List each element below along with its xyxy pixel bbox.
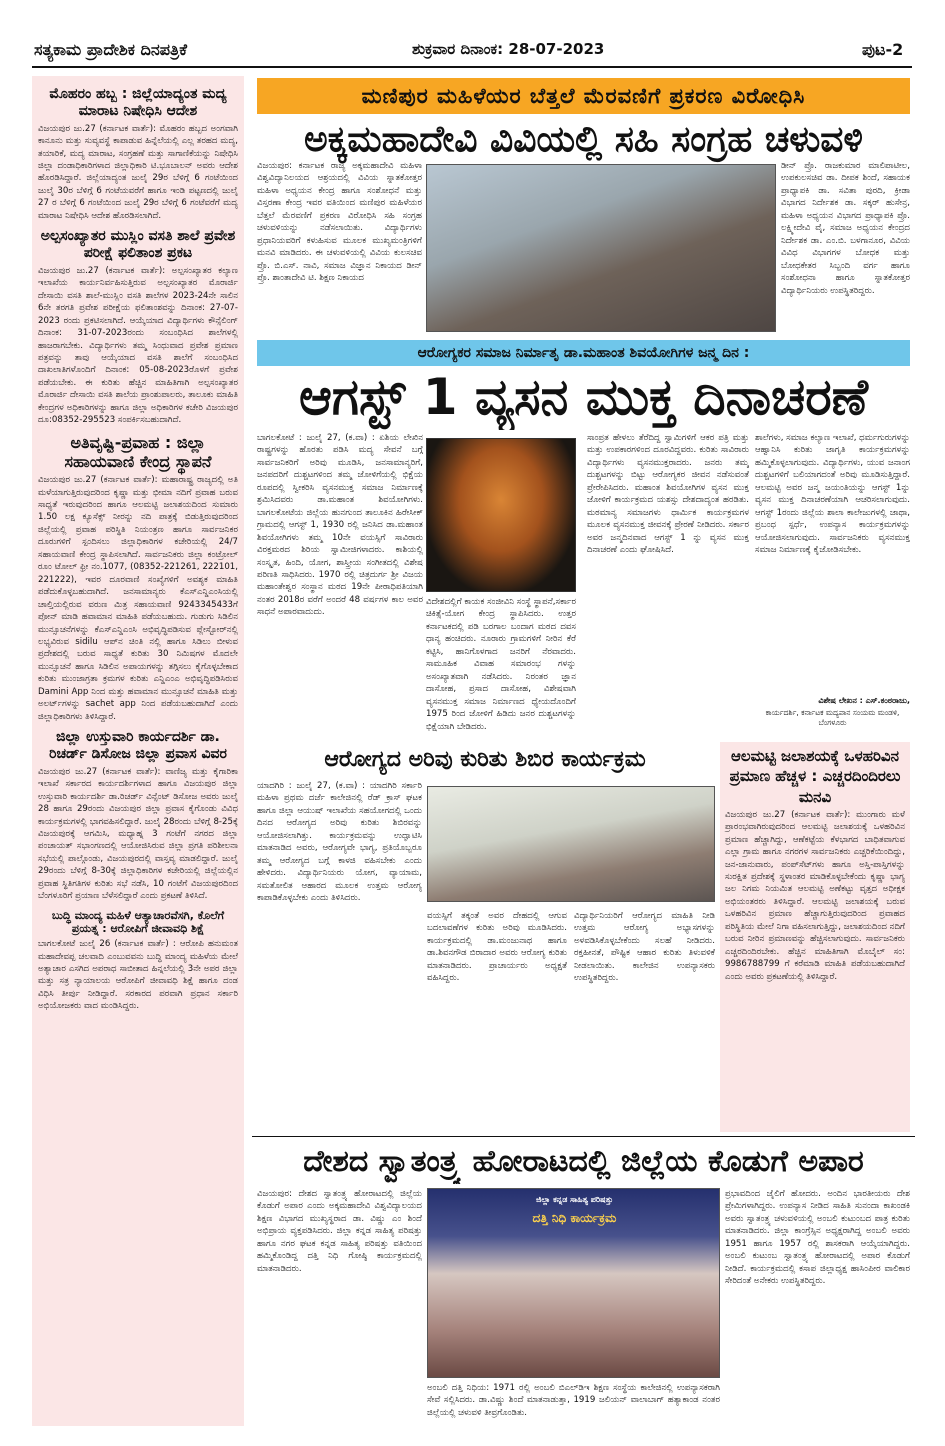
page-number: ಪುಟ-2 — [862, 40, 904, 59]
sidebar-story2-headline: ಅಲ್ಪಸಂಖ್ಯಾತರ ಮುಸ್ಲಿಂ ವಸತಿ ಶಾಲೆ ಪ್ರವೇಶ ಪರೀಕ್ಷೆ ಫಲಿತಾಂಶ ಪ್ರಕಟ — [40, 228, 236, 262]
sidebar-story5-body: ಬಾಗಲಕೋಟೆ ಜುಲೈ 26 (ಕರ್ನಾಟಕ ವಾರ್ತೆ) : ಆರೋಪಿ ಹನುಮಂತ ಮಹಾದೇವಪ್ಪ ಚಲವಾದಿ ಎಂಬುವವನು ಬುದ್ಧಿ ಮಾಂದ್ಯ ಮಹಿಳೆಯ ಮೇಲೆ ಅತ್ಯಾಚಾರ ಎಸಗಿದ ಅಪರಾಧ ಸಾಬೀತಾದ ಹಿನ್ನಲೆಯಲ್ಲಿ 3ನೇ ಅಪರ ಜಿಲ್ಲಾ ಮತ್ತು ಸತ್ರ ನ್ಯಾಯಾಲಯ ಆರೋಪಿಗೆ ಜೀವಾವಧಿ ಶಿಕ್ಷೆ ಹಾಗೂ ದಂಡ ವಿಧಿಸಿ ತೀರ್ಪು ನೀಡಿದ್ದಾರೆ. ಸರಕಾರದ ಪರವಾಗಿ ಪ್ರಧಾನ ಸರ್ಕಾರಿ ಅಭಿಯೋಜಕರು ವಾದ ಮಂಡಿಸಿದ್ದರು. — [38, 939, 238, 1012]
almatti-body: ವಿಜಯಪುರ ಜು.27 (ಕರ್ನಾಟಕ ವಾರ್ತೆ): ಮುಂಗಾರು ಮಳೆ ಪ್ರಾರಂಭವಾಗಿರುವುದರಿಂದ ಆಲಮಟ್ಟಿ ಜಲಾಶಯಕ್ಕೆ ಒಳಹರಿವಿನ ಪ್ರಮಾಣ ಹೆಚ್ಚಾಗಿದ್ದು, ಆಣೆಕಟ್ಟೆಯ ಕೆಳಭಾಗದ ಬಾಧಿತವಾಗುವ ಎಲ್ಲಾ ಗ್ರಾಮ ಹಾಗೂ ನಗರಗಳ ಸಾರ್ವಜನಿಕರು ಎಚ್ಚರಿಕೆಯಿಂದಿದ್ದು, ಜನ-ಜಾನುವಾರು, ಪಂಪ್‌ಸೆಟ್‌ಗಳು ಹಾಗೂ ಅಸ್ತಿ-ಪಾಸ್ತಿಗಳನ್ನು ಸುರಕ್ಷಿತ ಪ್ರದೇಶಕ್ಕೆ ಸ್ಥಳಾಂತರ ಮಾಡಿಕೊಳ್ಳಬೇಕೆಂದು ಕೃಷ್ಣಾ ಭಾಗ್ಯ ಜಲ ನಿಗಮ ನಿಯಮಿತ ಆಲಮಟ್ಟಿ ಅಣೆಕಟ್ಟು ವೃತ್ತದ ಅಧೀಕ್ಷಕ ಅಭಿಯಂತರರು ತಿಳಿಸಿದ್ದಾರೆ. ಆಲಮಟ್ಟಿ ಜಲಾಶಯಕ್ಕೆ ಬರುವ ಒಳಹರಿವಿನ ಪ್ರಮಾಣ ಹೆಚ್ಚಾಗುತ್ತಿರುವುದರಿಂದ ಪ್ರವಾಹದ ಪರಿಸ್ಥಿತಿಯ ಮೇಲೆ ನಿಗಾ ವಹಿಸಲಾಗುತ್ತಿದ್ದು, ಜಲಾಶಯದಿಂದ ನದಿಗೆ ಬರುವ ನೀರಿನ ಪ್ರಮಾಣವನ್ನು ಹೆಚ್ಚಿಸಲಾಗುವುದು. ಸಾರ್ವಜನಿಕರು ಎಚ್ಚರದಿಂದಿರಬೇಕು. ಹೆಚ್ಚಿನ ಮಾಹಿತಿಗಾಗಿ ಮೊಬೈಲ್ ಸಂ: 9986788799 ಗೆ ಕರೆಮಾಡಿ ಮಾಹಿತಿ ಪಡೆಯಬಹುದಾಗಿದೆ ಎಂದು ಅವರು ಪ್ರಕಟಣೆಯಲ್ಲಿ ತಿಳಿಸಿದ್ದಾರೆ. — [725, 809, 905, 982]
article-signature-name: ವಿಶೇಷ ಲೇಖನ : ಎಸ್.ಕಂಠರಾಜು, — [818, 696, 910, 705]
health-camp-photo — [427, 786, 715, 902]
de-addiction-col1: ಬಾಗಲಕೋಟೆ : ಜುಲೈ 27, (ಕ.ವಾ) : ಏಶಿಯ ಲೇಖಿನ ರಾಷ್ಟ್ರಗಳನ್ನು ಹೊರತು ಪಡಿಸಿ ಮದ್ಯ ಸೇವನೆ ಬಗ್ಗೆ ಸಾರ್ವಜನಿಕರಿಗೆ ಅರಿವು ಮೂಡಿಸಿ, ಜನಸಾಮಾನ್ಯರಿಗೆ, ಜನಪದರಿಗೆ ದುಶ್ಚಟಗಳಿಂದ ತಮ್ಮ ಜೋಳಿಗೆಯಲ್ಲಿ ಭಿಕ್ಷೆಯ ರೂಪದಲ್ಲಿ ಸ್ವೀಕರಿಸಿ ವ್ಯಸನಮುಕ್ತ ಸಮಾಜ ನಿರ್ಮಾಣಕ್ಕೆ ಶ್ರಮಿಸಿದವರು ಡಾ.ಮಹಾಂತ ಶಿವಯೋಗಿಗಳು. ಬಾಗಲಕೋಟೆಯ ಜಿಲ್ಲೆಯ ಹುನಗುಂದ ತಾಲೂಕಿನ ಹಿರೇಸೀಕ್ ಗ್ರಾಮದಲ್ಲಿ ಆಗಸ್ಟ್ 1, 1930 ರಲ್ಲಿ ಜನಿಸಿದ ಡಾ.ಮಹಾಂತ ಶಿವಯೋಗಿಗಳು ತಮ್ಮ 10ನೇ ವಯಸ್ಸಿಗೆ ಸಾವಿರಾರು ವಿರಕ್ತಮಠದ ಶಿರಿಯ ಸ್ವಾಮೀಜಿಗಳಾದರು. ಕಾಶಿಯಲ್ಲಿ ಸಂಸ್ಕೃತ, ಹಿಂದಿ, ಯೋಗ, ಶಾಸ್ತ್ರೀಯ ಸಂಗೀತದಲ್ಲಿ ವಿಶೇಷ ಪರಿಣತಿ ಸಾಧಿಸಿದರು. 1970 ರಲ್ಲಿ ಚಿತ್ರದುರ್ಗ ಶ್ರೀ ವಿಜಯ ಮಹಾಂತೇಶ್ವರ ಸಂಸ್ಥಾನ ಮಠದ 19ನೇ ಪೀಠಾಧಿಪತಿಯಾಗಿ ನಂತರ 2018ರ ವರೆಗೆ ಅಂದರೆ 48 ವರ್ಷಗಳ ಕಾಲ ಅವರ ಸಾಧನೆ ಅಪಾರವಾದುದು. — [257, 433, 423, 618]
freedom-event-photo — [427, 1188, 720, 1378]
freedom-right-body: ಪ್ರಭಾವದಿಂದ ಜೈಲಿಗೆ ಹೋದರು. ಅಂದಿನ ಭಾರತೀಯರು ದೇಶ ಪ್ರೇಮಿಗಳಾಗಿದ್ದರು. ಉಪನ್ಯಾಸ ನೀಡಿದ ಸಾಹಿತಿ ಸುನಂದಾ ಕಾಖಂಡಕಿ ಅವರು ಸ್ವಾತಂತ್ರ್ಯ ಚಳುವಳಿಯಲ್ಲಿ ಅಂಬಲಿ ಕುಟುಂಬದ ಪಾತ್ರ ಕುರಿತು ಮಾತನಾಡಿದರು. ಜಿಲ್ಲಾ ಕಾಂಗ್ರೆಸ್ಸಿನ ಅಧ್ಯಕ್ಷರಾಗಿದ್ದ ಅಂಬಲಿ ಅವರು 1951 ಹಾಗೂ 1957 ರಲ್ಲಿ ಶಾಸಕರಾಗಿ ಆಯ್ಕೆಯಾಗಿದ್ದರು. ಅಂಬಲಿ ಕುಟುಂಬ ಸ್ವಾತಂತ್ರ್ಯ ಹೋರಾಟದಲ್ಲಿ ಅಪಾರ ಕೊಡುಗೆ ನೀಡಿದೆ. ಕಾರ್ಯಕ್ರಮದಲ್ಲಿ ಕಸಾಪ ಜಿಲ್ಲಾಧ್ಯಕ್ಷ ಹಾಸಿಂಪೀರ ವಾಲಿಕಾರ ಸೇರಿದಂತೆ ಅನೇಕರು ಉಪಸ್ಥಿತರಿದ್ದರು. — [725, 1189, 910, 1287]
sidebar-story3-body: ವಿಜಯಪುರ ಜು.27 (ಕರ್ನಾಟಕ ವಾರ್ತೆ): ಮಹಾರಾಷ್ಟ್ರ ರಾಜ್ಯದಲ್ಲಿ ಅತಿ ಮಳೆಯಾಗುತ್ತಿರುವುದರಿಂದ ಕೃಷ್ಣಾ ಮತ್ತು ಭೀಮಾ ನದಿಗೆ ಪ್ರವಾಹ ಬರುವ ಸಾಧ್ಯತೆ ಇರುವುದರಿಂದ ಹಾಗೂ ಆಲಮಟ್ಟಿ ಜಲಾಶಯದಿಂದ ಸುಮಾರು 1.50 ಲಕ್ಷ ಕ್ಯೂಸೆಕ್ಸ್ ನೀರನ್ನು ನದಿ ಪಾತ್ರಕ್ಕೆ ಬಿಡುತ್ತಿರುವುದರಿಂದ ಜಿಲ್ಲೆಯಲ್ಲಿ ಪ್ರವಾಹ ಪರಿಸ್ಥಿತಿ ನಿಯಂತ್ರಣ ಹಾಗೂ ಸಾರ್ವಜನಿಕರ ದೂರುಗಳಿಗೆ ಸ್ಪಂದಿಸಲು ಜಿಲ್ಲಾಧಿಕಾರಿಗಳ ಕಚೇರಿಯಲ್ಲಿ 24/7 ಸಹಾಯವಾಣಿ ಕೇಂದ್ರ ಸ್ಥಾಪಿಸಲಾಗಿದೆ. ಸಾರ್ವಜನಿಕರು ಜಿಲ್ಲಾ ಕಂಟ್ರೋಲ್ ರೂಂ ಟೋಲ್ ಫ್ರೀ ನಂ.1077, (08352-221261, 222101, 221222), ಇವರ ದೂರವಾಣಿ ಸಂಖ್ಯೆಗಳಿಗೆ ಅವಶ್ಯಕ ಮಾಹಿತಿ ಪಡೆದುಕೊಳ್ಳಬಹುದಾಗಿದೆ. ಜನಸಾಮಾನ್ಯರು ಕೆಎಸ್ಎನ್ಡಿಎಂಸಿಯಲ್ಲಿ ಚಾಲ್ತಿಯಲ್ಲಿರುವ ವರುಣ ಮಿತ್ರ ಸಹಾಯವಾಣಿ 9243345433ಗೆ ಪೋನ್ ಮಾಡಿ ಹವಾಮಾನ ಮಾಹಿತಿ ಪಡೆಯಬಹುದು. ಗುಡುಗು ಸಿಡಿಲಿನ ಮುನ್ಸೂಚನೆಗಳನ್ನು ಕೆಎಸ್ಎನ್ಡಿಎಂಸಿ ಅಭಿವೃದ್ಧಿಪಡಿಸುವ ಪ್ಲೇಸ್ಟೋರ್‌ನಲ್ಲಿ ಲಭ್ಯವಿರುವ sidilu ಆಪ್‌ನ ಚಿಂತಿ ನಲ್ಲಿ ಹಾಗೂ ಸಿಡಿಲು ಬೀಳುವ ಪ್ರದೇಶದಲ್ಲಿ ಬರುವ ಸಾಧ್ಯತೆ ಕುರಿತು 30 ನಿಮಿಷಗಳ ಮೊದಲೇ ಮುನ್ಸೂಚನೆ ಹಾಗೂ ಸಿಡಿಲಿನ ಅಪಾಯಗಳನ್ನು ತಗ್ಗಿಸಲು ಕೈಗೊಳ್ಳಬೇಕಾದ ಕುರಿತು ಮುಂಜಾಗ್ರತಾ ಕ್ರಮಗಳ ಕುರಿತು ಎನ್ಡಿಎಂಎ ಅಭಿವೃದ್ಧಿಪಡಿಸಿರುವ Damini App ನಿಂದ ಮತ್ತು ಹವಾಮಾನ ಮುನ್ಸೂಚನೆ ಮಾಹಿತಿ ಮತ್ತು ಅಲರ್ಟ್‌ಗಳನ್ನು sachet app ನಿಂದ ಪಡೆಯಬಹುದಾಗಿದೆ ಎಂದು ಜಿಲ್ಲಾಧಿಕಾರಿಗಳು ತಿಳಿಸಿದ್ದಾರೆ. — [38, 475, 238, 722]
sidebar-story1-headline: ಮೊಹರಂ ಹಬ್ಬ : ಜಿಲ್ಲೆಯಾದ್ಯಂತ ಮದ್ಯ ಮಾರಾಟ ನಿಷೇಧಿಸಿ ಆದೇಶ — [49, 86, 227, 119]
almatti-headline: ಆಲಮಟ್ಟಿ ಜಲಾಶಯಕ್ಕೆ ಒಳಹರಿವಿನ ಪ್ರಮಾಣ ಹೆಚ್ಚಳ : ಎಚ್ಚರದಿಂದಿರಲು ಮನವಿ — [729, 747, 901, 806]
left-sidebar — [32, 76, 244, 1426]
newspaper-name: ಸತ್ಯಕಾಮ ಪ್ರಾದೇಶಿಕ ದಿನಪತ್ರಿಕೆ — [34, 40, 188, 59]
event-banner-line2: ದತ್ತಿ ನಿಧಿ ಕಾರ್ಯಕ್ರಮ — [532, 1211, 617, 1225]
section-divider — [252, 1136, 915, 1137]
de-addiction-headline: ಆಗಸ್ಟ್ 1 ವ್ಯಸನ ಮುಕ್ತ ದಿನಾಚರಣೆ — [298, 368, 869, 426]
top-story-kicker: ಮಣಿಪುರ ಮಹಿಳೆಯರ ಬೆತ್ತಲೆ ಮೆರವಣಿಗೆ ಪ್ರಕರಣ ವಿರೋಧಿಸಿ — [257, 78, 910, 114]
masthead-rule — [32, 66, 912, 68]
top-story-left-body: ವಿಜಯಪುರ: ಕರ್ನಾಟಕ ರಾಜ್ಯ ಅಕ್ಕಮಹಾದೇವಿ ಮಹಿಳಾ ವಿಶ್ವವಿದ್ಯಾನಿಲಯದ ಆಶ್ರಯದಲ್ಲಿ ವಿವಿಯ ಸ್ನಾತಕೋತ್ತರ ಮಹಿಳಾ ಅಧ್ಯಯನ ಕೇಂದ್ರ ಹಾಗೂ ಸಂಶೋಧನೆ ಮತ್ತು ವಿಸ್ತರಣಾ ಕೇಂದ್ರ ಇವರ ವತಿಯಿಂದ ಮಣಿಪುರ ಮಹಿಳೆಯರ ಬೆತ್ತಲೆ ಮೆರವಣಿಗೆ ಪ್ರಕರಣ ವಿರೋಧಿಸಿ ಸಹಿ ಸಂಗ್ರಹ ಚಳುವಳಿಯನ್ನು ನಡೆಸಲಾಯಿತು. ವಿದ್ಯಾರ್ಥಿಗಳು ಪ್ರಧಾನಿಯವರಿಗೆ ಕಳುಹಿಸುವ ಮೂಲಕ ಮುಖ್ಯಮಂತ್ರಿಗಳಿಗೆ ಮನವಿ ಮಾಡಿದರು. ಈ ಚಳುವಳಿಯಲ್ಲಿ ವಿವಿಯ ಕುಲಸಚಿವ ಪ್ರೊ. ಬಿ.ಎಸ್. ನಾವಿ, ಸಮಾಜ ವಿಜ್ಞಾನ ನಿಕಾಯದ ಡೀನ್ ಪ್ರೊ. ಶಾಂತಾದೇವಿ ಟಿ. ಶಿಕ್ಷಣ ನಿಕಾಯದ — [257, 161, 422, 284]
issue-date: ಶುಕ್ರವಾರ ದಿನಾಂಕ: 28-07-2023 — [412, 40, 605, 58]
sidebar-story3-headline: ಅತಿವೃಷ್ಟಿ-ಪ್ರವಾಹ : ಜಿಲ್ಲಾ ಸಹಾಯವಾಣಿ ಕೇಂದ್ರ ಸ್ಥಾಪನೆ — [64, 432, 212, 471]
top-story-headline: ಅಕ್ಕಮಹಾದೇವಿ ವಿವಿಯಲ್ಲಿ ಸಹಿ ಸಂಗ್ರಹ ಚಳುವಳಿ — [303, 119, 864, 160]
freedom-headline: ದೇಶದ ಸ್ವಾತಂತ್ರ್ಯ ಹೋರಾಟದಲ್ಲಿ ಜಿಲ್ಲೆಯ ಕೊಡುಗೆ ಅಪಾರ — [303, 1144, 864, 1179]
top-story-right-body: ಡೀನ್ ಪ್ರೊ. ರಾಜಕುಮಾರ ಮಾಲಿಪಾಟೀಲ, ಉಪಕುಲಸಚಿವ ಡಾ. ದೀಪಕ ಶಿಂದೆ, ಸಹಾಯಕ ಪ್ರಾಧ್ಯಾಪಕಿ ಡಾ. ಸವಿತಾ ಪುರದಿ, ಕ್ರೀಡಾ ವಿಭಾಗದ ನಿರ್ದೇಶಕ ಡಾ. ಸಕ್ಕರ್ ಹುಸೇನ್ರ, ಮಹಿಳಾ ಅಧ್ಯಯನ ವಿಭಾಗದ ಪ್ರಾಧ್ಯಾಪಕಿ ಪ್ರೊ. ಲಕ್ಷ್ಮೀದೇವಿ ವೈ, ಸಮಾಜ ಅಧ್ಯಯನ ಕೇಂದ್ರದ ನಿರ್ದೇಶಕ ಡಾ. ಎಂ.ಬಿ. ಬಳಗಾನೂರ, ವಿವಿಯ ವಿವಿಧ ವಿಭಾಗಗಳ ಬೋಧಕ ಮತ್ತು ಬೋಧಕೇತರ ಸಿಬ್ಬಂದಿ ವರ್ಗ ಹಾಗೂ ಸಂಶೋಧನಾ ಹಾಗೂ ಸ್ನಾತಕೋತ್ತರ ವಿದ್ಯಾರ್ಥಿನಿಯರು ಉಪಸ್ಥಿತರಿದ್ದರು. — [781, 161, 910, 296]
health-camp-col1: ವಯಸ್ಸಿಗೆ ತಕ್ಕಂತೆ ಅವರ ದೇಹದಲ್ಲಿ ಆಗುವ ಬದಲಾವಣೆಗಳ ಕುರಿತು ಅರಿವು ಮೂಡಿಸಿದರು. ಕಾರ್ಯಕ್ರಮದಲ್ಲಿ ಡಾ.ಮಂಜುನಾಥ ಹಾಗೂ ಡಾ.ಶಿವನಗೌಡ ಬಿರಾದಾರ ಅವರು ಆರೋಗ್ಯ ಕುರಿತು ಮಾತನಾಡಿದರು. ಪ್ರಾಚಾರ್ಯರು ಅಧ್ಯಕ್ಷತೆ ವಹಿಸಿದ್ದರು. — [427, 911, 567, 984]
health-camp-col2: ವಿದ್ಯಾರ್ಥಿನಿಯರಿಗೆ ಆರೋಗ್ಯದ ಮಾಹಿತಿ ನೀಡಿ ಉತ್ತಮ ಆರೋಗ್ಯ ಅಭ್ಯಾಸಗಳನ್ನು ಅಳವಡಿಸಿಕೊಳ್ಳಬೇಕೆಂದು ಸಲಹೆ ನೀಡಿದರು. ರಕ್ತಹೀನತೆ, ಪೌಷ್ಟಿಕ ಆಹಾರ ಕುರಿತು ತಿಳುವಳಿಕೆ ನೀಡಲಾಯಿತು. ಕಾಲೇಜಿನ ಉಪನ್ಯಾಸಕರು ಉಪಸ್ಥಿತರಿದ್ದರು. — [574, 911, 715, 984]
article-signature-role: ಕಾರ್ಯದರ್ಶಿ, ಕರ್ನಾಟಕ ಮದ್ಯಪಾನ ಸಂಯಮ ಮಂಡಳಿ, ಬೆಂಗಳೂರು — [765, 708, 900, 727]
sidebar-story4-body: ವಿಜಯಪುರ ಜು.27 (ಕರ್ನಾಟಕ ವಾರ್ತೆ): ವಾಣಿಜ್ಯ ಮತ್ತು ಕೈಗಾರಿಕಾ ಇಲಾಖೆ ಸರ್ಕಾರದ ಕಾರ್ಯದರ್ಶಿಗಳಾದ ಹಾಗೂ ವಿಜಯಪುರ ಜಿಲ್ಲಾ ಉಸ್ತುವಾರಿ ಕಾರ್ಯದರ್ಶಿ ಡಾ.ರಿಚರ್ಡ್ ವಿನ್ಸೆಂಟ್ ಡಿಸೋಜ ಅವರು ಜುಲೈ 28 ಹಾಗೂ 29ರಂದು ವಿಜಯಪುರ ಜಿಲ್ಲಾ ಪ್ರವಾಸ ಕೈಗೊಂಡು ವಿವಿಧ ಕಾರ್ಯಕ್ರಮಗಳಲ್ಲಿ ಭಾಗವಹಿಸಲಿದ್ದಾರೆ. ಜುಲೈ 28ರಂದು ಬೆಳಿಗ್ಗೆ 8-25ಕ್ಕೆ ವಿಜಯಪುರಕ್ಕೆ ಆಗಮಿಸಿ, ಮಧ್ಯಾಹ್ನ 3 ಗಂಟೆಗೆ ನಗರದ ಜಿಲ್ಲಾ ಪಂಚಾಯತ್ ಸಭಾಂಗಣದಲ್ಲಿ ಆಯೋಜಿಸಿರುವ ಜಿಲ್ಲಾ ಪ್ರಗತಿ ಪರಿಶೀಲನಾ ಸಭೆಯಲ್ಲಿ ಪಾಲ್ಗೊಂಡು, ವಿಜಯಪುರದಲ್ಲಿ ವಾಸ್ತವ್ಯ ಮಾಡಲಿದ್ದಾರೆ. ಜುಲೈ 29ರಂದು ಬೆಳಿಗ್ಗೆ 8-30ಕ್ಕೆ ಜಿಲ್ಲಾಧಿಕಾರಿಗಳ ಕಚೇರಿಯಲ್ಲಿ ಜಿಲ್ಲೆಯಲ್ಲಿನ ಪ್ರವಾಹ ಸ್ಥಿತಿಗತಿಗಳ ಕುರಿತು ಸಭೆ ನಡೆಸಿ, 10 ಗಂಟೆಗೆ ವಿಜಯಪುರದಿಂದ ಬೆಂಗಳೂರಿಗೆ ಪ್ರಯಾಣ ಬೆಳೆಸಲಿದ್ದಾರೆ ಎಂದು ಪ್ರಕಟಣೆ ತಿಳಿಸಿದೆ. — [38, 766, 238, 902]
freedom-left-body: ವಿಜಯಪುರ: ದೇಶದ ಸ್ವಾತಂತ್ರ್ಯ ಹೋರಾಟದಲ್ಲಿ ಜಿಲ್ಲೆಯ ಕೊಡುಗೆ ಅಪಾರ ಎಂದು ಅಕ್ಕಮಹಾದೇವಿ ವಿಶ್ವವಿದ್ಯಾಲಯದ ಶಿಕ್ಷಣ ವಿಭಾಗದ ಮುಖ್ಯಸ್ಥರಾದ ಡಾ. ವಿಷ್ಣು ಎಂ ಶಿಂದೆ ಅಭಿಪ್ರಾಯ ವ್ಯಕ್ತಪಡಿಸಿದರು. ಜಿಲ್ಲಾ ಕನ್ನಡ ಸಾಹಿತ್ಯ ಪರಿಷತ್ತು ಹಾಗೂ ನಗರ ಘಟಕ ಕನ್ನಡ ಸಾಹಿತ್ಯ ಪರಿಷತ್ತು ವತಿಯಿಂದ ಹಮ್ಮಿಕೊಂಡಿದ್ದ ದತ್ತಿ ನಿಧಿ ಗೋಷ್ಠಿ ಕಾರ್ಯಕ್ರಮದಲ್ಲಿ ಮಾತನಾಡಿದರು. — [257, 1189, 422, 1274]
sidebar-story1-body: ವಿಜಯಪುರ ಜು.27 (ಕರ್ನಾಟಕ ವಾರ್ತೆ): ಮೊಹರಂ ಹಬ್ಬದ ಅಂಗವಾಗಿ ಕಾನೂನು ಮತ್ತು ಸುವ್ಯವಸ್ಥೆ ಕಾಪಾಡುವ ಹಿನ್ನೆಲೆಯಲ್ಲಿ ಎಲ್ಲ ತರಹದ ಮದ್ಯ, ತಯಾರಿಕೆ, ಮದ್ಯ ಮಾರಾಟ, ಸಂಗ್ರಹಣೆ ಮತ್ತು ಸಾಗಾಣಿಕೆಯನ್ನು ನಿಷೇಧಿಸಿ ಜಿಲ್ಲಾ ದಂಡಾಧಿಕಾರಿಗಳಾದ ಜಿಲ್ಲಾಧಿಕಾರಿ ಟಿ.ಭೂಬಾಲನ್ ಅವರು ಆದೇಶ ಹೊರಡಿಸಿದ್ದಾರೆ. ಜಿಲ್ಲೆಯಾದ್ಯಂತ ಜುಲೈ 29ರ ಬೆಳಿಗ್ಗೆ 6 ಗಂಟೆಯಿಂದ ಜುಲೈ 30ರ ಬೆಳಿಗ್ಗೆ 6 ಗಂಟೆಯವರೆಗೆ ಹಾಗೂ ಇಂಡಿ ಪಟ್ಟಣದಲ್ಲಿ ಜುಲೈ 27 ರ ಬೆಳಿಗ್ಗೆ 6 ಗಂಟೆಯಿಂದ ಜುಲೈ 29ರ ಬೆಳಿಗ್ಗೆ 6 ಗಂಟೆವರೆಗೆ ಮದ್ಯ ಮಾರಾಟ ನಿಷೇಧಿಸಿ ಆದೇಶ ಹೊರಡಿಸಲಾಗಿದೆ. — [38, 123, 238, 221]
swamiji-portrait — [426, 438, 576, 592]
masthead — [0, 0, 945, 70]
de-addiction-col3: ಸಾಂಪ್ರತ ಹೇಳಲು ತೆರೆದಿದ್ದ ಸ್ವಾಮಿಗಳಿಗೆ ಆಕರ ಪತ್ರಿ ಮತ್ತು ಮತ್ತು ಉಪಕಾರಗಳಿಂದ ದೂರವಿದ್ದವರು. ಕುರಿತು ಸಾವಿರಾರು ವಿದ್ಯಾರ್ಥಿಗಳು ವ್ಯಸನಮುಕ್ತರಾದರು. ಜನರು ತಮ್ಮ ದುಶ್ಚಟಗಳನ್ನು ಬಿಟ್ಟು ಆರೋಗ್ಯಕರ ಜೀವನ ನಡೆಸುವಂತೆ ಪ್ರೇರೇಪಿಸಿದರು. ಮಹಾಂತ ಶಿವಯೋಗಿಗಳ ವ್ಯಸನ ಮುಕ್ತ ಜೋಳಿಗೆ ಕಾರ್ಯಕ್ರಮದ ಯಶಸ್ಸು ದೇಶದಾದ್ಯಂತ ಹರಡಿತು. ಮಠಮಾನ್ಯ ಸಮಾಜಗಳು ಧಾರ್ಮಿಕ ಕಾರ್ಯಕ್ರಮಗಳ ಮೂಲಕ ವ್ಯಸನಮುಕ್ತ ಜೀವನಕ್ಕೆ ಪ್ರೇರಣೆ ನೀಡಿದರು. ಸರ್ಕಾರ ಅವರ ಜನ್ಮದಿನವಾದ ಆಗಸ್ಟ್ 1 ನ್ನು ವ್ಯಸನ ಮುಕ್ತ ದಿನಾಚರಣೆ ಎಂದು ಘೋಷಿಸಿದೆ. — [587, 433, 749, 556]
health-camp-headline: ಆರೋಗ್ಯದ ಅರಿವು ಕುರಿತು ಶಿಬಿರ ಕಾರ್ಯಕ್ರಮ — [324, 747, 646, 772]
de-addiction-col4: ಶಾಲೆಗಳು, ಸಮಾಜ ಕಲ್ಯಾಣ ಇಲಾಖೆ, ಧರ್ಮಗುರುಗಳನ್ನು ಆಹ್ವಾನಿಸಿ ಕುರಿತು ಜಾಗೃತಿ ಕಾರ್ಯಕ್ರಮಗಳನ್ನು ಹಮ್ಮಿಕೊಳ್ಳಲಾಗುವುದು. ವಿದ್ಯಾರ್ಥಿಗಳು, ಯುವ ಜನಾಂಗ ದುಶ್ಚಟಗಳಿಗೆ ಬಲಿಯಾಗದಂತೆ ಅರಿವು ಮೂಡಿಸುತ್ತಿದ್ದಾರೆ. ಆಲಮಟ್ಟಿ ಅವರ ಜನ್ಮ ಜಯಂತಿಯನ್ನು ಆಗಸ್ಟ್ 1ನ್ನು ವ್ಯಸನ ಮುಕ್ತ ದಿನಾಚರಣೆಯಾಗಿ ಆಚರಿಸಲಾಗುವುದು. ಆಗಸ್ಟ್ 1ರಂದು ಜಿಲ್ಲೆಯ ಶಾಲಾ ಕಾಲೇಜುಗಳಲ್ಲಿ ಜಾಥಾ, ಪ್ರಬಂಧ ಸ್ಪರ್ಧೆ, ಉಪನ್ಯಾಸ ಕಾರ್ಯಕ್ರಮಗಳನ್ನು ಆಯೋಜಿಸಲಾಗುವುದು. ಸಾರ್ವಜನಿಕರು ವ್ಯಸನಮುಕ್ತ ಸಮಾಜ ನಿರ್ಮಾಣಕ್ಕೆ ಕೈಜೋಡಿಸಬೇಕು. — [755, 433, 910, 556]
sidebar-story4-headline: ಜಿಲ್ಲಾ ಉಸ್ತುವಾರಿ ಕಾರ್ಯದರ್ಶಿ ಡಾ. ರಿಚರ್ಡ್ ಡಿಸೋಜ ಜಿಲ್ಲಾ ಪ್ರವಾಸ ವಿವರ — [49, 729, 227, 762]
sidebar-story2-body: ವಿಜಯಪುರ ಜು.27 (ಕರ್ನಾಟಕ ವಾರ್ತೆ): ಅಲ್ಪಸಂಖ್ಯಾತರ ಕಲ್ಯಾಣ ಇಲಾಖೆಯ ಕಾರ್ಯನಿರ್ವಹಿಸುತ್ತಿರುವ ಅಲ್ಪಸಂಖ್ಯಾತರ ಮೊರಾರ್ಜಿ ದೇಸಾಯಿ ವಸತಿ ಶಾಲೆ-ಮುಸ್ಲಿಂ ವಸತಿ ಶಾಲೆಗಳ 2023-24ನೇ ಸಾಲಿನ 6ನೇ ತರಗತಿ ಪ್ರವೇಶ ಪರೀಕ್ಷೆಯ ಫಲಿತಾಂಶವನ್ನು ದಿನಾಂಕ: 27-07-2023 ರಂದು ಪ್ರಕಟಿಸಲಾಗಿದೆ. ಆಯ್ಕೆಯಾದ ವಿದ್ಯಾರ್ಥಿಗಳು ಕೌನ್ಸೆಲಿಂಗ್ ದಿನಾಂಕ: 31-07-2023ರಂದು ಸಂಬಂಧಿಸಿದ ಶಾಲೆಗಳಲ್ಲಿ ಹಾಜರಾಗಬೇಕು. ವಿದ್ಯಾರ್ಥಿಗಳು ತಮ್ಮ ಸಿಂಧುವಾದ ಪ್ರವೇಶ ಪ್ರಮಾಣ ಪತ್ರವನ್ನು ತಾವು ಆಯ್ಕೆಯಾದ ವಸತಿ ಶಾಲೆಗೆ ಸಂಬಂಧಿಸಿದ ದಾಖಲಾತಿಗಳೊಂದಿಗೆ ದಿನಾಂಕ: 05-08-2023ರೊಳಗೆ ಪ್ರವೇಶ ಪಡೆಯಬೇಕು. ಈ ಕುರಿತು ಹೆಚ್ಚಿನ ಮಾಹಿತಿಗಾಗಿ ಅಲ್ಪಸಂಖ್ಯಾತರ ಮೊರಾರ್ಜಿ ದೇಸಾಯಿ ವಸತಿ ಶಾಲೆಯ ಪ್ರಾಂಶುಪಾಲರು, ತಾಲೂಕು ಮಾಹಿತಿ ಕೇಂದ್ರಗಳ ಅಧಿಕಾರಿಗಳನ್ನು ಹಾಗೂ ಜಿಲ್ಲಾ ಅಧಿಕಾರಿಗಳ ಕಚೇರಿ ವಿಜಯಪುರ ದೂ:08352-295523 ಸಂಪರ್ಕಿಸಬಹುದಾಗಿದೆ. — [38, 265, 238, 426]
freedom-mid-body: ಅಂಬಲಿ ದತ್ತಿ ನಿಧಿಯ: 1971 ರಲ್ಲಿ ಅಂಬಲಿ ಬಿಎಲ್‌ಡಿಇ ಶಿಕ್ಷಣ ಸಂಸ್ಥೆಯ ಕಾಲೇಜಿನಲ್ಲಿ ಉಪನ್ಯಾಸಕರಾಗಿ ಸೇವೆ ಸಲ್ಲಿಸಿದರು. ಡಾ.ವಿಷ್ಣು ಶಿಂದೆ ಮಾತನಾಡುತ್ತಾ, 1919 ಜಲಿಯನ್ ವಾಲಾಬಾಗ್ ಹತ್ಯಾಕಾಂಡ ನಂತರ ಜಿಲ್ಲೆಯಲ್ಲಿ ಚಳುವಳಿ ತೀವ್ರಗೊಂಡಿತು. — [427, 1383, 720, 1418]
signature-campaign-photo — [426, 164, 776, 332]
event-banner-line1: ಜಿಲ್ಲಾ ಕನ್ನಡ ಸಾಹಿತ್ಯ ಪರಿಷತ್ತು — [535, 1195, 614, 1204]
sidebar-story5-headline: ಬುದ್ಧಿ ಮಾಂದ್ಯ ಮಹಿಳೆ ಆತ್ಯಾಚಾರವೆಸಗಿ, ಕೊಲೆಗೆ ಪ್ರಯತ್ನ : ಆರೋಪಿಗೆ ಜೀವಾವಧಿ ಶಿಕ್ಷೆ — [51, 908, 225, 935]
health-camp-left-body: ಯಾದಗಿರಿ : ಜುಲೈ 27, (ಕ.ವಾ) : ಯಾದಗಿರಿ ಸರ್ಕಾರಿ ಮಹಿಳಾ ಪ್ರಥಮ ದರ್ಜೆ ಕಾಲೇಜಿನಲ್ಲಿ ರೆಡ್ ಕ್ರಾಸ್ ಘಟಕ ಹಾಗೂ ಜಿಲ್ಲಾ ಆಯುಷ್ ಇಲಾಖೆಯ ಸಹಯೋಗದಲ್ಲಿ ಒಂದು ದಿನದ ಆರೋಗ್ಯದ ಅರಿವು ಕುರಿತು ಶಿಬಿರವನ್ನು ಆಯೋಜಿಸಲಾಗಿತ್ತು. ಕಾರ್ಯಕ್ರಮವನ್ನು ಉದ್ಘಾಟಿಸಿ ಮಾತನಾಡಿದ ಅವರು, ಆರೋಗ್ಯವೇ ಭಾಗ್ಯ, ಪ್ರತಿಯೊಬ್ಬರೂ ತಮ್ಮ ಆರೋಗ್ಯದ ಬಗ್ಗೆ ಕಾಳಜಿ ವಹಿಸಬೇಕು ಎಂದು ಹೇಳಿದರು. ವಿದ್ಯಾರ್ಥಿನಿಯರು ಯೋಗ, ವ್ಯಾಯಾಮ, ಸಮತೋಲಿತ ಆಹಾರದ ಮೂಲಕ ಉತ್ತಮ ಆರೋಗ್ಯ ಕಾಪಾಡಿಕೊಳ್ಳಬೇಕು ಎಂದು ತಿಳಿಸಿದರು. — [257, 781, 422, 904]
de-addiction-kicker: ಆರೋಗ್ಯಕರ ಸಮಾಜ ನಿರ್ಮಾತೃ ಡಾ.ಮಹಾಂತ ಶಿವಯೋಗಿಗಳ ಜನ್ಮ ದಿನ : — [257, 340, 910, 366]
almatti-box — [720, 742, 910, 1132]
de-addiction-col2: ವಿದೇಶದಲ್ಲಿಗೆ ಕಾಯಕ ಸಂಜೀವಿನಿ ಸಂಸ್ಥೆ ಸ್ಥಾಪನೆ,ಸರ್ಕಾರ ಚಿಕಿತ್ಸೆ-ಯೋಗ ಕೇಂದ್ರ ಸ್ಥಾಪಿಸಿದರು. ಉತ್ತರ ಕರ್ನಾಟಕದಲ್ಲಿ ಪಡಿ ಬರಗಾಲ ಬಂದಾಗ ಮಠದ ದವಸ ಧಾನ್ಯ ಹಂಚಿದರು. ನೂರಾರು ಗ್ರಾಮಗಳಿಗೆ ನೀರಿನ ಕೆರೆ ಕಟ್ಟಿಸಿ, ಹಾನಿಗೊಳಗಾದ ಜನರಿಗೆ ನೆರವಾದರು. ಸಾಮೂಹಿಕ ವಿವಾಹ ಸಮಾರಂಭ ಗಳನ್ನು ಅಸಂಖ್ಯಾತವಾಗಿ ನಡೆಸಿದರು. ನಿರಂತರ ಜ್ಞಾನ ದಾಸೋಹ, ಪ್ರಸಾದ ದಾಸೋಹ, ವಿಶೇಷವಾಗಿ ವ್ಯಸನಮುಕ್ತ ಸಮಾಜ ನಿರ್ಮಾಣದ ಧ್ಯೇಯದೊಂದಿಗೆ 1975 ರಿಂದ ಜೋಳಿಗೆ ಹಿಡಿದು ಜನರ ದುಶ್ಚಟಗಳನ್ನು ಭಿಕ್ಷೆಯಾಗಿ ಬೇಡಿದರು. — [426, 597, 576, 732]
